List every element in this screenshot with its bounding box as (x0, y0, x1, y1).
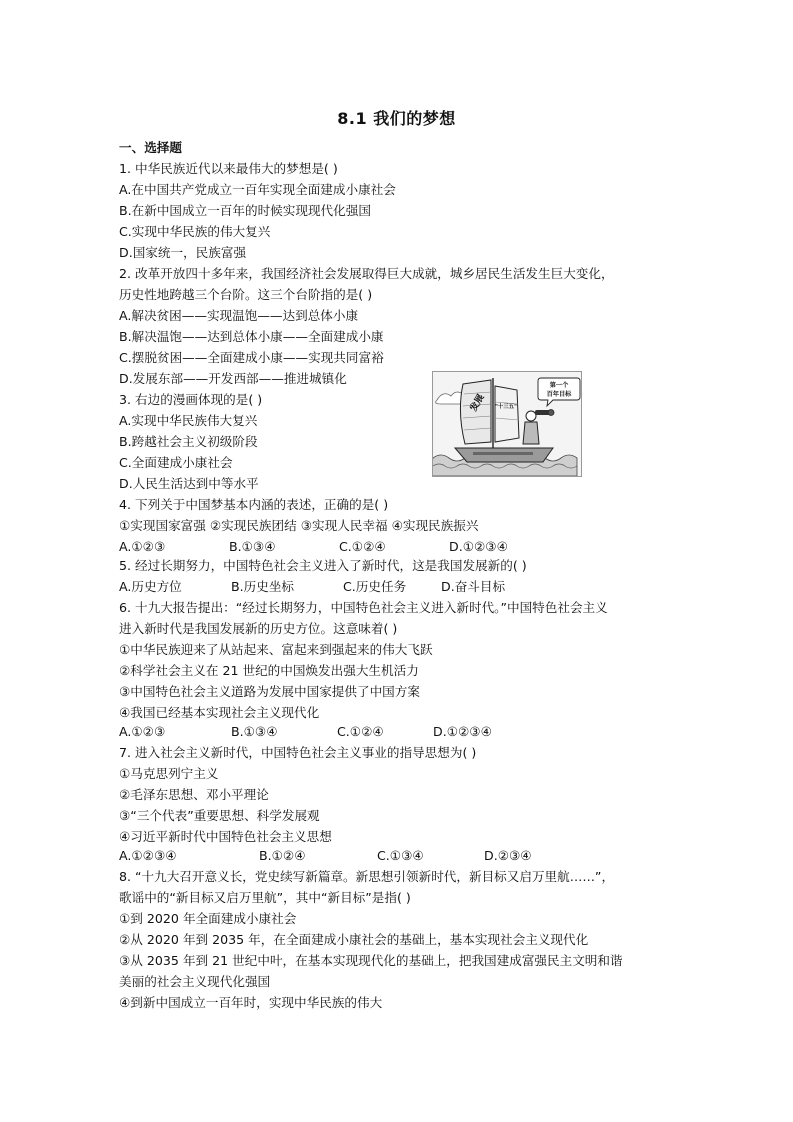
q7-option-a: A.①②③④ (119, 848, 177, 863)
q8-stem-line1: 8. “十九大召开意义长，党史续写新篇章。新思想引领新时代，新目标又启万里航……”， (119, 869, 615, 884)
q4-stem: 4. 下列关于中国梦基本内涵的表述，正确的是( ) (119, 497, 389, 512)
q6-option-c: C.①②④ (337, 724, 384, 739)
q8-item-4: ④到新中国成立一百年时，实现中华民族的伟大 (119, 995, 383, 1010)
q2-option-a: A.解决贫困——实现温饱——达到总体小康 (119, 308, 359, 323)
q7-stem: 7. 进入社会主义新时代，中国特色社会主义事业的指导思想为( ) (119, 745, 477, 760)
q1-option-d: D.国家统一，民族富强 (119, 245, 247, 260)
q8-item-1: ①到 2020 年全面建成小康社会 (119, 911, 297, 926)
q4-option-c: C.①②④ (339, 539, 386, 554)
section-heading: 一、选择题 (119, 140, 182, 155)
q2-option-b: B.解决温饱——达到总体小康——全面建成小康 (119, 329, 384, 344)
q1-stem: 1. 中华民族近代以来最伟大的梦想是( ) (119, 161, 338, 176)
q5-stem: 5. 经过长期努力，中国特色社会主义进入了新时代，这是我国发展新的( ) (119, 558, 527, 573)
q7-options (119, 846, 532, 866)
q7-option-b: B.①②④ (259, 848, 306, 863)
q7-option-d: D.②③④ (484, 848, 532, 863)
q5-option-c: C.历史任务 (343, 579, 407, 594)
q6-stem-line2: 进入新时代是我国发展新的历史方位。这意味着( ) (119, 621, 398, 636)
cartoon-bubble-line2: 百年目标 (546, 391, 572, 398)
cartoon-flag-text: "十三五" (495, 404, 517, 410)
q8-item-2: ②从 2020 年到 2035 年，在全面建成小康社会的基础上，基本实现社会主义现代化 (119, 932, 589, 947)
q6-option-a: A.①②③ (119, 724, 166, 739)
q4-option-b: B.①③④ (229, 539, 276, 554)
q7-option-c: C.①③④ (377, 848, 424, 863)
q1-option-c: C.实现中华民族的伟大复兴 (119, 224, 271, 239)
q4-options (119, 537, 508, 557)
page-title: 8.1 我们的梦想 (337, 109, 456, 128)
q2-option-c: C.摆脱贫困——全面建成小康——实现共同富裕 (119, 350, 384, 365)
q5-option-a: A.历史方位 (119, 579, 182, 594)
q7-item-1: ①马克思列宁主义 (119, 766, 219, 781)
q1-option-b: B.在新中国成立一百年的时候实现现代化强国 (119, 203, 371, 218)
q8-stem-line2: 歌谣中的“新目标又启万里航”，其中“新目标”是指( ) (119, 890, 411, 905)
q3-option-a: A.实现中华民族伟大复兴 (119, 413, 258, 428)
cartoon-image (432, 371, 582, 477)
q7-item-2: ②毛泽东思想、邓小平理论 (119, 787, 269, 802)
q3-option-b: B.跨越社会主义初级阶段 (119, 434, 258, 449)
q2-option-d: D.发展东部——开发西部——推进城镇化 (119, 371, 347, 386)
q4-option-d: D.①②③④ (449, 539, 508, 554)
q6-item-3: ③中国特色社会主义道路为发展中国家提供了中国方案 (119, 684, 420, 699)
q8-item-3-line1: ③从 2035 年到 21 世纪中叶，在基本实现现代化的基础上，把我国建成富强民主文明和谐 (119, 953, 623, 968)
q7-item-3: ③“三个代表”重要思想、科学发展观 (119, 808, 320, 823)
q4-items: ①实现国家富强 ②实现民族团结 ③实现人民幸福 ④实现民族振兴 (119, 518, 479, 533)
q7-item-4: ④习近平新时代中国特色社会主义思想 (119, 829, 332, 844)
q5-option-b: B.历史坐标 (231, 579, 295, 594)
q1-option-a: A.在中国共产党成立一百年实现全面建成小康社会 (119, 182, 396, 197)
q3-option-c: C.全面建成小康社会 (119, 455, 233, 470)
q2-stem-line1: 2. 改革开放四十多年来，我国经济社会发展取得巨大成就，城乡居民生活发生巨大变化， (119, 266, 614, 281)
q2-stem-line2: 历史性地跨越三个台阶。这三个台阶指的是( ) (119, 287, 373, 302)
q6-item-2: ②科学社会主义在 21 世纪的中国焕发出强大生机活力 (119, 663, 419, 678)
cartoon-sail-text: 发展 (468, 392, 487, 414)
q5-options (119, 577, 505, 597)
q6-item-4: ④我国已经基本实现社会主义现代化 (119, 705, 320, 720)
cartoon-bubble-line1: 第一个 (549, 382, 569, 389)
q4-option-a: A.①②③ (119, 539, 166, 554)
q6-option-b: B.①③④ (231, 724, 278, 739)
q6-item-1: ①中华民族迎来了从站起来、富起来到强起来的伟大飞跃 (119, 642, 433, 657)
q3-stem: 3. 右边的漫画体现的是( ) (119, 392, 263, 407)
q5-option-d: D.奋斗目标 (441, 579, 506, 594)
q3-option-d: D.人民生活达到中等水平 (119, 476, 259, 491)
q6-options (119, 722, 492, 742)
q6-option-d: D.①②③④ (433, 724, 492, 739)
q8-item-3-line2: 美丽的社会主义现代化强国 (119, 974, 271, 989)
q6-stem-line1: 6. 十九大报告提出：“经过长期努力，中国特色社会主义进入新时代。”中国特色社会主义 (119, 600, 608, 615)
